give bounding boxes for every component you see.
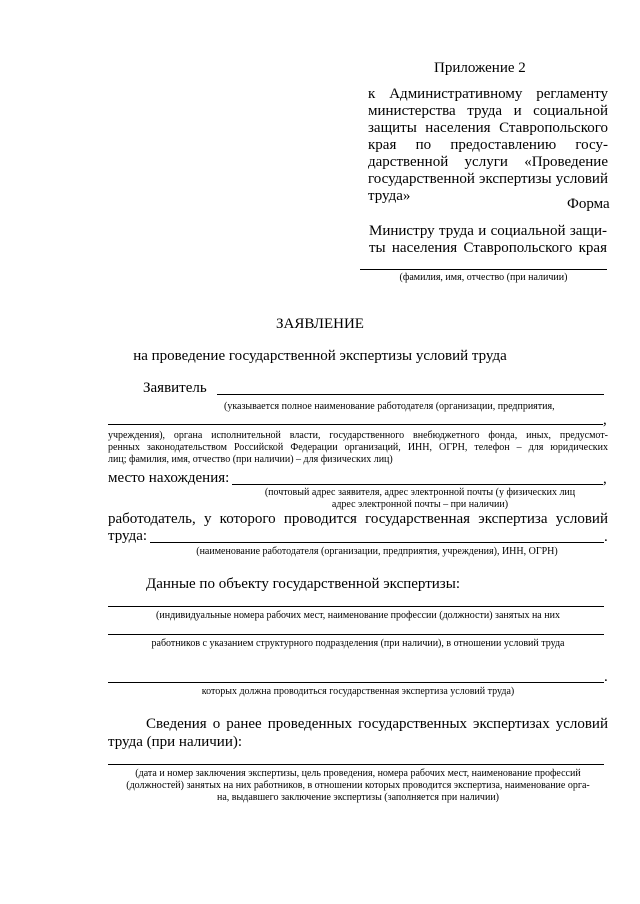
fio-caption: (фамилия, имя, отчество (при наличии) bbox=[399, 272, 568, 283]
employer-caption: (наименование работодателя (организации, предприятия, учреждения), ИНН, ОГРН) bbox=[196, 546, 558, 557]
regulation-line: государственной экспертизы условий bbox=[368, 171, 608, 187]
addressee bbox=[369, 223, 607, 257]
document-subtitle: на проведение государственной экспертизы условий труда bbox=[133, 348, 507, 364]
applicant-caption-line: ренных законодательством Российской Федерации организаций, ИНН, ОГРН, телефон – для юридических bbox=[108, 442, 608, 453]
form-label: Форма bbox=[567, 196, 610, 212]
applicant-label: Заявитель bbox=[143, 380, 207, 396]
regulation-line: труда» bbox=[368, 188, 411, 204]
applicant-caption-block bbox=[108, 430, 608, 466]
applicant-comma: , bbox=[603, 412, 607, 428]
applicant-caption-line: учреждения), органа исполнительной власти, государственного внебюджетного фонда, иных, предусмот- bbox=[108, 430, 608, 441]
employer-field-line[interactable] bbox=[150, 542, 604, 543]
object-field-line-1[interactable] bbox=[108, 606, 604, 607]
fio-field-line[interactable] bbox=[360, 269, 607, 270]
previous-caption-block bbox=[108, 768, 608, 804]
employer-text: работодатель, у которого проводится государственная экспертиза условий bbox=[108, 511, 608, 527]
applicant-caption-line: лиц; фамилия, имя, отчество (при наличии) – для физических лиц) bbox=[108, 454, 393, 465]
object-caption-1: (индивидуальные номера рабочих мест, наименование профессии (должности) занятых на них bbox=[156, 610, 560, 621]
location-field-line[interactable] bbox=[232, 484, 603, 485]
applicant-caption: (указывается полное наименование работодателя (организации, предприятия, bbox=[224, 401, 555, 412]
object-heading: Данные по объекту государственной экспертизы: bbox=[146, 576, 460, 592]
previous-caption-line: на, выдавшего заключение экспертизы (заполняется при наличии) bbox=[217, 792, 499, 803]
object-field-line-2[interactable] bbox=[108, 634, 604, 635]
object-field-line-3[interactable] bbox=[108, 682, 604, 683]
regulation-line: защиты населения Ставропольского bbox=[368, 120, 608, 136]
location-caption-1: (почтовый адрес заявителя, адрес электронной почты (у физических лиц bbox=[264, 487, 576, 498]
applicant-field-line[interactable] bbox=[217, 394, 604, 395]
location-label: место нахождения: bbox=[108, 470, 230, 486]
appendix-label: Приложение 2 bbox=[434, 60, 526, 76]
applicant-field-line-2[interactable] bbox=[108, 424, 603, 425]
previous-caption-line: (дата и номер заключения экспертизы, цель проведения, номера рабочих мест, наименование профессий bbox=[135, 768, 581, 779]
regulation-reference bbox=[368, 86, 608, 205]
employer-period: . bbox=[604, 529, 608, 545]
regulation-line: края по предоставлению госу- bbox=[368, 137, 608, 153]
employer-text-2: труда: bbox=[108, 528, 148, 544]
location-comma: , bbox=[603, 471, 607, 487]
previous-field-line[interactable] bbox=[108, 764, 604, 765]
addressee-line: ты населения Ставропольского края bbox=[369, 240, 607, 256]
addressee-line: Министру труда и социальной защи- bbox=[369, 223, 607, 239]
object-caption-3: которых должна проводиться государственная экспертиза условий труда) bbox=[201, 686, 515, 697]
previous-heading-2: труда (при наличии): bbox=[108, 734, 243, 750]
document-title: ЗАЯВЛЕНИЕ bbox=[276, 316, 364, 332]
object-caption-2: работников с указанием структурного подразделения (при наличии), в отношении условий труда bbox=[151, 638, 565, 649]
previous-heading: Сведения о ранее проведенных государственных экспертизах условий bbox=[146, 716, 608, 732]
regulation-line: дарственной услуги «Проведение bbox=[368, 154, 608, 170]
regulation-line: к Административному регламенту bbox=[368, 86, 608, 102]
previous-caption-line: (должностей) занятых на них работников, в отношении которых проводится экспертиза, наименование орга- bbox=[126, 780, 590, 791]
regulation-line: министерства труда и социальной bbox=[368, 103, 608, 119]
location-caption-2: адрес электронной почты – при наличии) bbox=[331, 499, 509, 510]
object-period: . bbox=[604, 669, 608, 685]
